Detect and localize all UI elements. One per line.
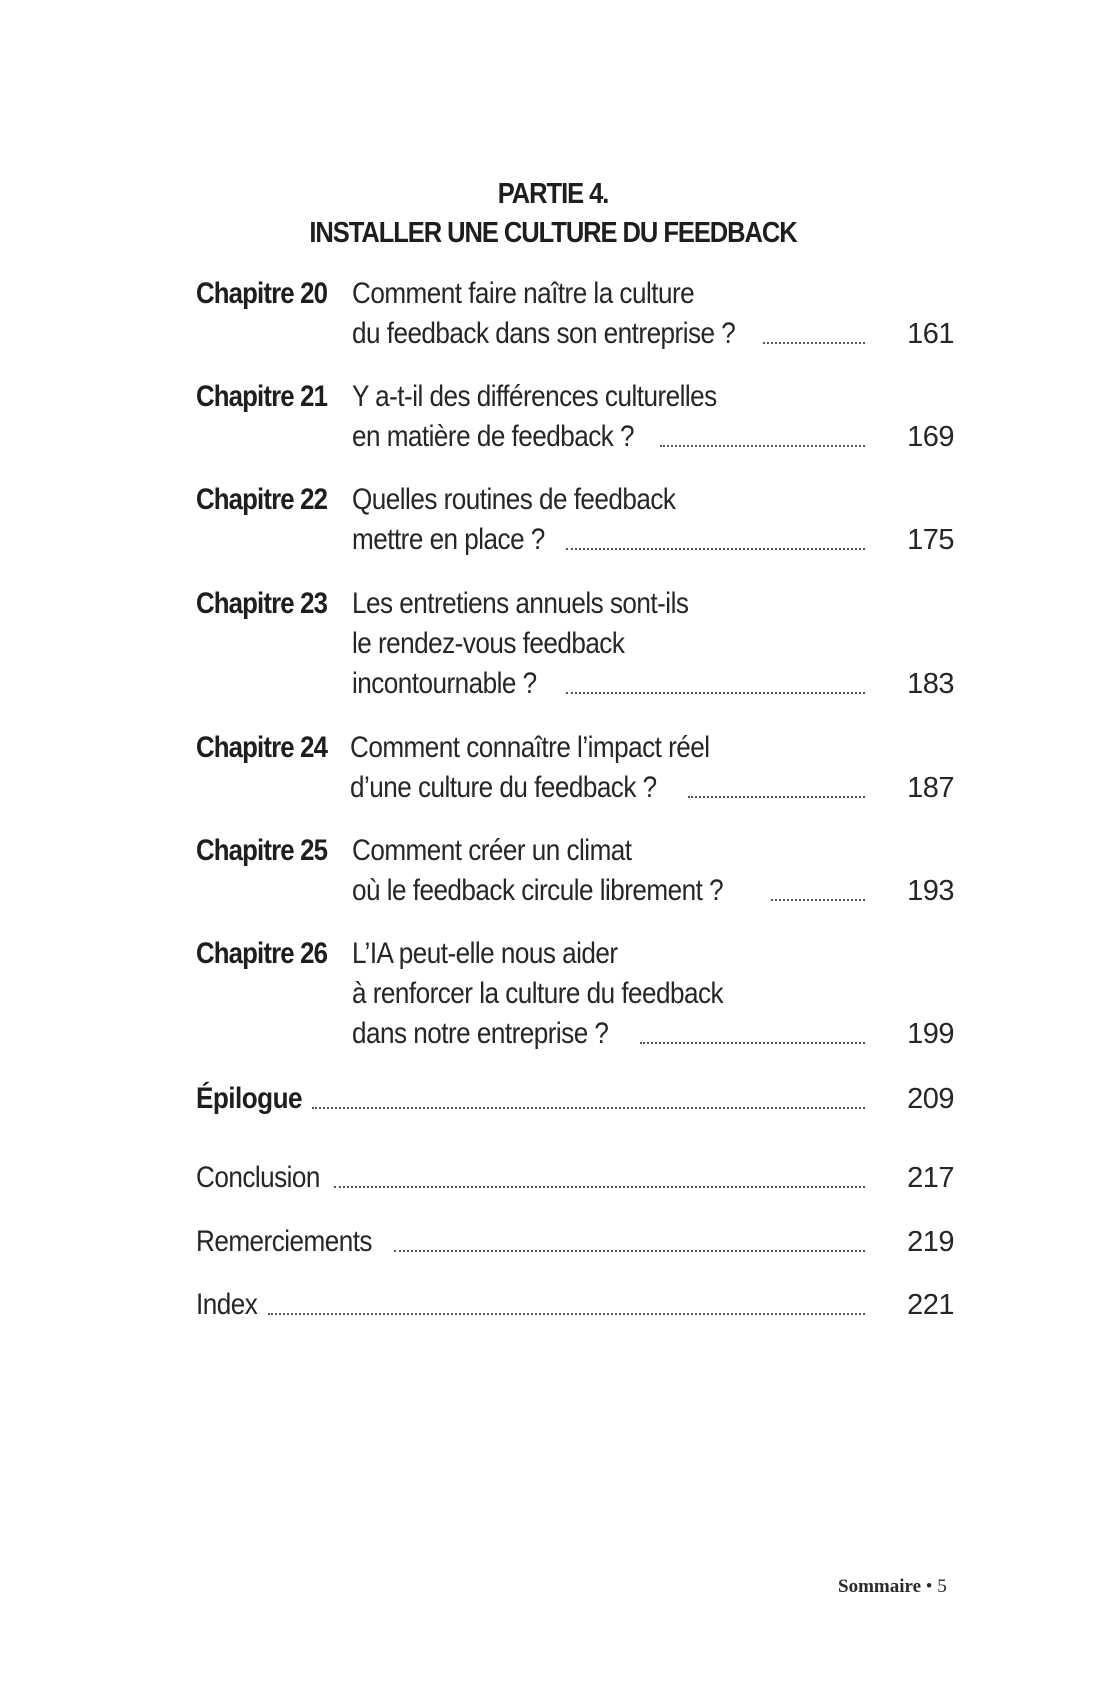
dot-leader xyxy=(660,443,865,447)
chapter-title-line: Comment faire naître la culture xyxy=(352,277,695,310)
chapter-title-line: Les entretiens annuels sont-ils xyxy=(352,587,689,620)
acknowledgements-label: Remerciements xyxy=(196,1225,372,1258)
page-number: 209 xyxy=(907,1083,954,1115)
dot-leader xyxy=(312,1105,865,1109)
index-label: Index xyxy=(196,1288,258,1321)
chapter-title-line: dans notre entreprise ? xyxy=(352,1017,609,1050)
page-number: 221 xyxy=(907,1289,954,1321)
page-number: 187 xyxy=(907,772,954,804)
page-number: 217 xyxy=(907,1162,954,1194)
chapter-title-line: le rendez-vous feedback xyxy=(352,627,625,660)
chapter-title-line: où le feedback circule librement ? xyxy=(352,874,724,907)
chapter-title-line: Comment connaître l’impact réel xyxy=(350,731,710,764)
footer-separator: • xyxy=(925,1576,933,1597)
dot-leader xyxy=(763,340,865,344)
chapter-label: Chapitre 24 xyxy=(196,731,328,764)
page-number: 175 xyxy=(907,524,954,556)
chapter-label: Chapitre 26 xyxy=(196,937,328,970)
chapter-title-line: Comment créer un climat xyxy=(352,834,632,867)
chapter-title-line: du feedback dans son entreprise ? xyxy=(352,317,736,350)
page-number: 199 xyxy=(907,1018,954,1050)
dot-leader xyxy=(268,1311,865,1315)
footer-label: Sommaire xyxy=(838,1576,922,1597)
running-footer xyxy=(838,1576,947,1598)
dot-leader xyxy=(640,1040,865,1044)
dot-leader xyxy=(566,546,865,550)
chapter-title-line: L’IA peut-elle nous aider xyxy=(352,937,618,970)
dot-leader xyxy=(394,1248,865,1252)
part-title: INSTALLER UNE CULTURE DU FEEDBACK xyxy=(309,217,797,249)
chapter-label: Chapitre 21 xyxy=(196,380,328,413)
chapter-label: Chapitre 25 xyxy=(196,834,328,867)
epilogue-label: Épilogue xyxy=(196,1082,303,1115)
chapter-title-line: Y a-t-il des différences culturelles xyxy=(352,380,717,413)
footer-page-number: 5 xyxy=(937,1576,947,1597)
page-number: 219 xyxy=(907,1226,954,1258)
chapter-title-line: à renforcer la culture du feedback xyxy=(352,977,724,1010)
part-number: PARTIE 4. xyxy=(497,178,609,210)
page-number: 193 xyxy=(907,875,954,907)
chapter-title-line: mettre en place ? xyxy=(352,523,545,556)
dot-leader xyxy=(771,897,865,901)
chapter-title-line: d’une culture du feedback ? xyxy=(350,771,657,804)
chapter-label: Chapitre 22 xyxy=(196,483,328,516)
dot-leader xyxy=(566,690,865,694)
page-number: 169 xyxy=(907,421,954,453)
page-number: 161 xyxy=(907,318,954,350)
chapter-title-line: en matière de feedback ? xyxy=(352,420,635,453)
conclusion-label: Conclusion xyxy=(196,1161,320,1194)
page-number: 183 xyxy=(907,668,954,700)
dot-leader xyxy=(688,794,865,798)
chapter-label: Chapitre 20 xyxy=(196,277,328,310)
dot-leader xyxy=(334,1184,865,1188)
chapter-label: Chapitre 23 xyxy=(196,587,328,620)
chapter-title-line: incontournable ? xyxy=(352,667,537,700)
chapter-title-line: Quelles routines de feedback xyxy=(352,483,676,516)
